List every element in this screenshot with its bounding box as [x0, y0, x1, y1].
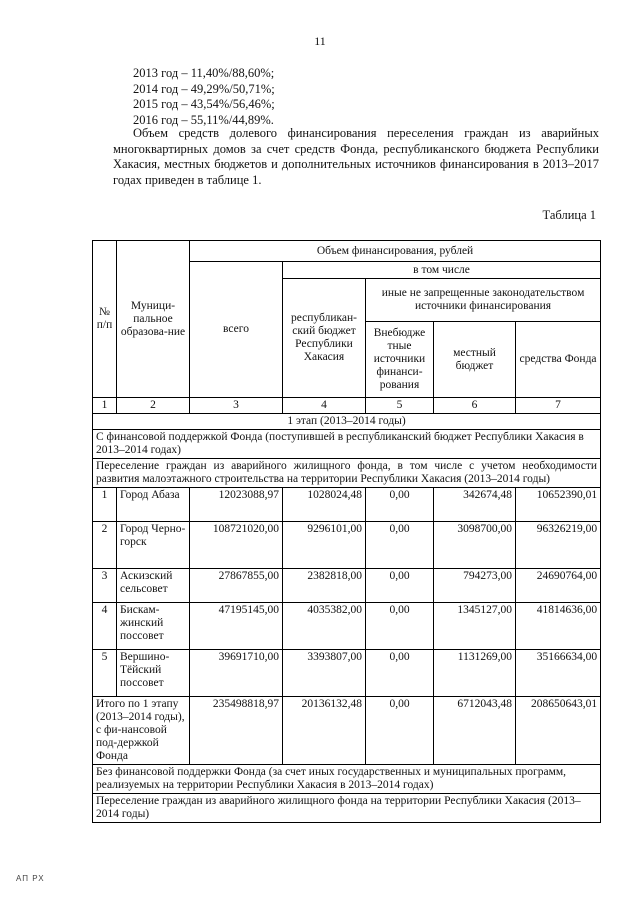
header-fund: средства Фонда — [516, 322, 601, 398]
footer-mark: АП РХ — [16, 874, 45, 883]
column-number: 3 — [190, 398, 283, 414]
row-num: 3 — [93, 569, 117, 603]
row-extra: 0,00 — [366, 650, 434, 697]
row-fund: 10652390,01 — [516, 488, 601, 522]
column-number: 2 — [117, 398, 190, 414]
row-local: 1131269,00 — [434, 650, 516, 697]
column-number: 6 — [434, 398, 516, 414]
header-volume: Объем финансирования, рублей — [190, 241, 601, 262]
row-fund: 35166634,00 — [516, 650, 601, 697]
row-total: 108721020,00 — [190, 522, 283, 569]
row-local: 342674,48 — [434, 488, 516, 522]
column-number-row — [93, 398, 601, 414]
row-fund: 41814636,00 — [516, 603, 601, 650]
intro-paragraph: Объем средств долевого финансирования переселения граждан из аварийных многоквартирных домов за счет средств Фонда, республиканского бюджета Республики Хакасия, местных бюджетов и дополнительных источников финансирования в 2013–2017 годах приведен в таблице 1. — [113, 126, 599, 187]
row-republic: 9296101,00 — [283, 522, 366, 569]
row-local: 1345127,00 — [434, 603, 516, 650]
row-fund: 24690764,00 — [516, 569, 601, 603]
row-num: 5 — [93, 650, 117, 697]
year-line-2014: 2014 год – 49,29%/50,71%; — [133, 81, 275, 96]
header-num: № п/п — [93, 241, 117, 398]
total-local: 6712043,48 — [434, 697, 516, 765]
header-other-sources: иные не запрещенные законодательством источники финансирования — [366, 279, 601, 322]
header-republic-budget: республикан-ский бюджет Республики Хакасия — [283, 279, 366, 398]
page-number: 11 — [314, 34, 326, 48]
row-local: 3098700,00 — [434, 522, 516, 569]
header-local-budget: местный бюджет — [434, 322, 516, 398]
header-extra-budget: Внебюдже тные источники финанси-рования — [366, 322, 434, 398]
table-row — [93, 488, 601, 522]
row-republic: 2382818,00 — [283, 569, 366, 603]
row-fund: 96326219,00 — [516, 522, 601, 569]
row-republic: 1028024,48 — [283, 488, 366, 522]
row-extra: 0,00 — [366, 569, 434, 603]
row-municipality: Бискам-жинский поссовет — [117, 603, 190, 650]
row-total: 39691710,00 — [190, 650, 283, 697]
row-municipality: Город Черно-горск — [117, 522, 190, 569]
column-number: 7 — [516, 398, 601, 414]
year-line-2016: 2016 год – 55,11%/44,89%. — [133, 112, 274, 127]
years-list — [133, 66, 275, 128]
row-num: 2 — [93, 522, 117, 569]
row-republic: 3393807,00 — [283, 650, 366, 697]
section-with-support: С финансовой поддержкой Фонда (поступившей в республиканский бюджет Республики Хакасия в 2013–2014 годах) — [93, 430, 601, 459]
total-republic: 20136132,48 — [283, 697, 366, 765]
row-municipality: Аскизский сельсовет — [117, 569, 190, 603]
subsection-resettlement: Переселение граждан из аварийного жилищного фонда, в том числе с учетом необходимости развития малоэтажного строительства на территории Республики Хакасия (2013–2014 годы) — [93, 459, 601, 488]
table-caption: Таблица 1 — [542, 208, 596, 222]
table-row — [93, 569, 601, 603]
table-row — [93, 522, 601, 569]
subsection-resettlement-2: Переселение граждан из аварийного жилищного фонда на территории Республики Хакасия (2013–2014 годы) — [93, 794, 601, 823]
header-total: всего — [190, 262, 283, 398]
section-without-support: Без финансовой поддержки Фонда (за счет иных государственных и муниципальных программ, реализуемых на территории Республики Хакасия в 2013–2014 годах) — [93, 765, 601, 794]
row-num: 4 — [93, 603, 117, 650]
total-extra: 0,00 — [366, 697, 434, 765]
row-total: 47195145,00 — [190, 603, 283, 650]
row-extra: 0,00 — [366, 488, 434, 522]
total-total: 235498818,97 — [190, 697, 283, 765]
year-line-2013: 2013 год – 11,40%/88,60%; — [133, 66, 275, 80]
table-row — [93, 650, 601, 697]
row-republic: 4035382,00 — [283, 603, 366, 650]
header-municipality: Муници-пальное образова-ние — [117, 241, 190, 398]
total-row — [93, 697, 601, 765]
column-number: 1 — [93, 398, 117, 414]
table-row — [93, 603, 601, 650]
financing-table — [92, 240, 601, 823]
row-extra: 0,00 — [366, 522, 434, 569]
row-municipality: Город Абаза — [117, 488, 190, 522]
row-extra: 0,00 — [366, 603, 434, 650]
total-fund: 208650643,01 — [516, 697, 601, 765]
column-number: 4 — [283, 398, 366, 414]
row-local: 794273,00 — [434, 569, 516, 603]
row-total: 27867855,00 — [190, 569, 283, 603]
stage-row: 1 этап (2013–2014 годы) — [93, 414, 601, 430]
row-num: 1 — [93, 488, 117, 522]
column-number: 5 — [366, 398, 434, 414]
year-line-2015: 2015 год – 43,54%/56,46%; — [133, 97, 275, 111]
total-label: Итого по 1 этапу (2013–2014 годы), с фи-нансовой под-держкой Фонда — [93, 697, 190, 765]
row-municipality: Вершино-Тёйский поссовет — [117, 650, 190, 697]
header-including: в том числе — [283, 262, 601, 279]
row-total: 12023088,97 — [190, 488, 283, 522]
